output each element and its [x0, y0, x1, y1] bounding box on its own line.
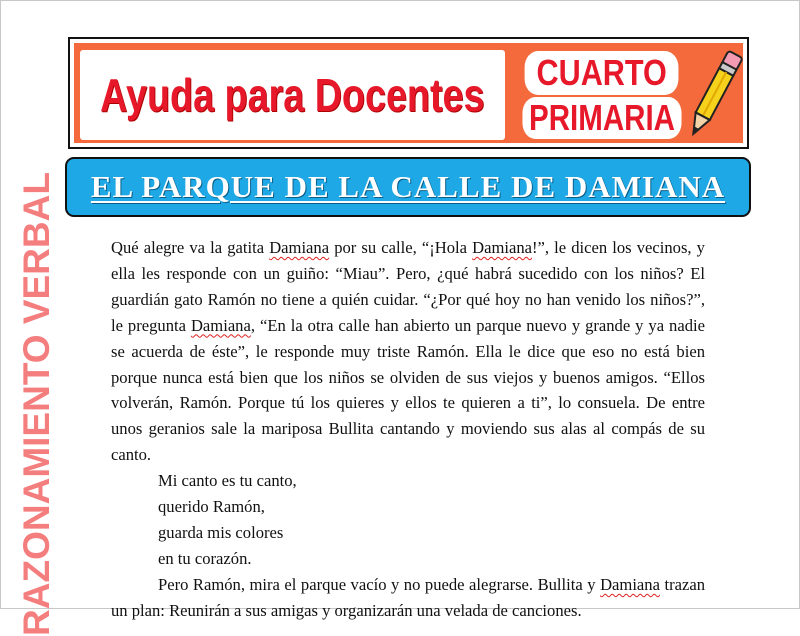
grade-line-1: CUARTO — [525, 51, 679, 95]
text-run: Qué alegre va la gatita — [111, 238, 270, 257]
text-run: !”, le dicen los vecinos, y ella les responde con un guiño: “Miau”. Pero, ¿qué habrá sucedido con los niños? El guardián gato Ramón no tiene a quién cuidar. “¿Por qué hoy no han venido los niños?”, le pregunta — [111, 238, 705, 335]
spellcheck-word: Damiana — [600, 574, 660, 594]
grade-badge — [517, 50, 687, 140]
story-body — [111, 235, 705, 624]
side-label — [7, 172, 67, 636]
text-run: trazan un plan: Reunirán a sus amigas y organizarán una velada de canciones. — [111, 574, 706, 620]
verse-line: en tu corazón. — [158, 548, 252, 568]
spellcheck-word: Damiana — [190, 315, 251, 335]
story-paragraph-1 — [111, 235, 705, 468]
text-run: por su calle, “¡Hola — [329, 238, 473, 257]
banner-background — [74, 43, 743, 143]
story-title-bar — [65, 157, 751, 217]
spellcheck-word: Damiana — [269, 238, 330, 257]
text-run: , “En la otra calle han abierto un parque nuevo y grande y ya nadie se acuerda de éste”, le responde muy triste Ramón. Ella le dice que eso no está bien porque nunca está bien que los niños se olviden de sus viejos y buenos amigos. “Ellos volverán, Ramón. Porque tú los quieres y ellos te quieren a ti”, lo consuela. De entre unos geranios sale la mariposa Bullita cantando y moviendo sus alas al compás de su canto. — [111, 315, 705, 465]
grade-line-2: PRIMARIA — [522, 97, 681, 139]
verse-line: Mi canto es tu canto, — [158, 471, 297, 491]
text-run: Pero Ramón, mira el parque vacío y no puede alegrarse. Bullita y — [158, 574, 601, 594]
pencil-icon — [685, 45, 743, 145]
banner-title-box — [80, 50, 505, 140]
verse-line: querido Ramón, — [158, 497, 265, 517]
header-banner — [68, 37, 749, 149]
story-title: EL PARQUE DE LA CALLE DE DAMIANA — [90, 169, 726, 204]
story-paragraph-2 — [111, 572, 705, 624]
banner-title: Ayuda para Docentes — [100, 69, 485, 121]
side-label-text: RAZONAMIENTO VERBAL — [16, 172, 57, 636]
verse-line: guarda mis colores — [158, 522, 284, 542]
spellcheck-word: Damiana — [472, 238, 533, 257]
